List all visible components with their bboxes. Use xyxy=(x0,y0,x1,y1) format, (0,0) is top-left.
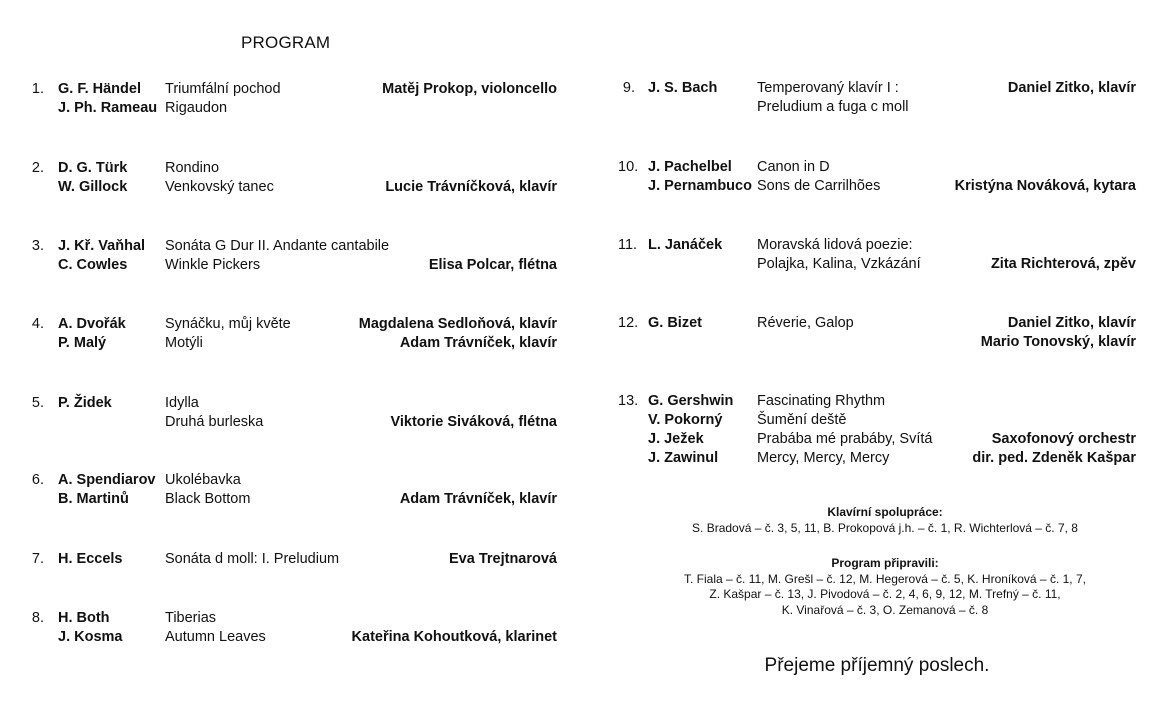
entry-row xyxy=(31,334,557,353)
composer-name: J. Kř. Vaňhal xyxy=(58,238,146,254)
piece-title: Rigaudon xyxy=(165,100,228,116)
entry-row xyxy=(618,430,1136,449)
entry-row xyxy=(31,159,557,178)
program-entry xyxy=(31,315,557,353)
piece-title: Motýli xyxy=(165,335,203,351)
entry-row xyxy=(31,550,557,569)
accompaniment-block xyxy=(620,505,1150,536)
piece-title: Idylla xyxy=(165,395,199,411)
piece-title: Fascinating Rhythm xyxy=(757,393,886,409)
program-entry xyxy=(31,394,557,432)
composer-name: C. Cowles xyxy=(58,257,128,273)
entry-number: 5. xyxy=(31,395,44,411)
composer-name: H. Eccels xyxy=(58,551,123,567)
accompaniment-line: S. Bradová – č. 3, 5, 11, B. Prokopová j.h. – č. 1, R. Wichterlová – č. 7, 8 xyxy=(692,520,1078,535)
composer-name: J. Pachelbel xyxy=(648,159,732,175)
piece-title: Moravská lidová poezie: xyxy=(757,237,913,253)
composer-name: A. Spendiarov xyxy=(58,472,156,488)
performer-name: dir. ped. Zdeněk Kašpar xyxy=(972,450,1136,466)
performer-name: Daniel Zitko, klavír xyxy=(1007,315,1136,331)
entry-row xyxy=(31,471,557,490)
piece-title: Šumění deště xyxy=(757,412,847,428)
program-entry xyxy=(618,236,1136,274)
performer-name: Kristýna Nováková, kytara xyxy=(954,178,1136,194)
performer-name: Adam Trávníček, klavír xyxy=(399,335,557,351)
entry-row xyxy=(31,315,557,334)
performer-name: Magdalena Sedloňová, klavír xyxy=(358,316,557,332)
entry-row xyxy=(618,314,1136,333)
program-entry xyxy=(31,471,557,509)
entry-row xyxy=(31,394,557,413)
composer-name: J. S. Bach xyxy=(648,80,718,96)
entry-row xyxy=(31,237,557,256)
composer-name: H. Both xyxy=(58,610,110,626)
performer-name: Eva Trejtnarová xyxy=(449,551,557,567)
program-entry xyxy=(618,314,1136,352)
entry-row xyxy=(31,490,557,509)
entry-row xyxy=(618,411,1136,430)
piece-title: Preludium a fuga c moll xyxy=(757,99,909,115)
performer-name: Zita Richterová, zpěv xyxy=(990,256,1136,272)
composer-name: J. Pernambuco xyxy=(648,178,752,194)
entry-number: 11. xyxy=(618,237,638,253)
piece-title: Polajka, Kalina, Vzkázání xyxy=(757,256,921,272)
composer-name: G. Gershwin xyxy=(648,393,734,409)
entry-row xyxy=(618,98,1136,117)
entry-row xyxy=(31,256,557,275)
piece-title: Autumn Leaves xyxy=(165,629,266,645)
piece-title: Mercy, Mercy, Mercy xyxy=(757,450,890,466)
performer-name: Daniel Zitko, klavír xyxy=(1007,80,1136,96)
composer-name: B. Martinů xyxy=(58,491,129,507)
entry-number: 4. xyxy=(31,316,44,332)
piece-title: Sonáta d moll: I. Preludium xyxy=(165,551,340,567)
composer-name: P. Židek xyxy=(58,395,112,411)
entry-row xyxy=(618,333,1136,352)
entry-number: 9. xyxy=(622,80,635,96)
piece-title: Sons de Carrilhões xyxy=(757,178,881,194)
composer-name: L. Janáček xyxy=(648,237,723,253)
performer-name: Lucie Trávníčková, klavír xyxy=(385,179,557,195)
entry-number: 12. xyxy=(618,315,639,331)
program-entry xyxy=(31,159,557,197)
program-entry xyxy=(618,158,1136,196)
program-entry xyxy=(31,609,557,647)
composer-name: J. Ježek xyxy=(648,431,704,447)
accompaniment-heading: Klavírní spolupráce: xyxy=(827,505,943,519)
program-entry xyxy=(618,79,1136,117)
performer-name: Elisa Polcar, flétna xyxy=(428,257,557,273)
entry-row xyxy=(618,158,1136,177)
program-entry xyxy=(31,550,557,569)
piece-title: Canon in D xyxy=(757,159,830,175)
entry-number: 8. xyxy=(31,610,44,626)
entry-number: 10. xyxy=(618,159,639,175)
composer-name: J. Ph. Rameau xyxy=(58,100,158,116)
composer-name: V. Pokorný xyxy=(648,412,723,428)
entry-number: 7. xyxy=(31,551,44,567)
composer-name: A. Dvořák xyxy=(58,316,126,332)
entry-row xyxy=(618,177,1136,196)
performer-name: Saxofonový orchestr xyxy=(991,431,1136,447)
piece-title: Tiberias xyxy=(165,610,217,626)
entry-number: 1. xyxy=(31,81,44,97)
composer-name: G. Bizet xyxy=(648,315,702,331)
entry-number: 2. xyxy=(31,160,44,176)
entry-row xyxy=(31,178,557,197)
prepared-by-line: T. Fiala – č. 11, M. Grešl – č. 12, M. Hegerová – č. 5, K. Hroníková – č. 1, 7, xyxy=(684,571,1086,586)
composer-name: J. Zawinul xyxy=(648,450,719,466)
program-entry xyxy=(31,80,557,118)
prepared-by-line: K. Vinařová – č. 3, O. Zemanová – č. 8 xyxy=(781,602,989,617)
performer-name: Mario Tonovský, klavír xyxy=(980,334,1136,350)
piece-title: Rondino xyxy=(165,160,220,176)
entry-number: 6. xyxy=(31,472,44,488)
entry-row xyxy=(618,236,1136,255)
entry-row xyxy=(618,255,1136,274)
entry-row xyxy=(31,628,557,647)
performer-name: Kateřina Kohoutková, klarinet xyxy=(351,629,557,645)
piece-title: Synáčku, můj květe xyxy=(165,316,291,332)
piece-title: Temperovaný klavír I : xyxy=(757,80,899,96)
composer-name: G. F. Händel xyxy=(58,81,141,97)
piece-title: Sonáta G Dur II. Andante cantabile xyxy=(165,238,390,254)
composer-name: W. Gillock xyxy=(58,179,128,195)
program-title: PROGRAM xyxy=(241,33,331,52)
performer-name: Matěj Prokop, violoncello xyxy=(382,81,557,97)
prepared-by-line: Z. Kašpar – č. 13, J. Pivodová – č. 2, 4, 6, 9, 12, M. Trefný – č. 11, xyxy=(709,587,1061,601)
performer-name: Viktorie Siváková, flétna xyxy=(390,414,557,430)
entry-row xyxy=(618,449,1136,468)
prepared-by-heading: Program připravili: xyxy=(831,556,939,570)
entry-row xyxy=(618,392,1136,411)
program-entry xyxy=(31,237,557,275)
composer-name: J. Kosma xyxy=(58,629,123,645)
piece-title: Ukolébavka xyxy=(165,472,241,488)
entry-row xyxy=(31,80,557,99)
entry-number: 13. xyxy=(618,393,639,409)
piece-title: Druhá burleska xyxy=(165,414,264,430)
entry-row xyxy=(31,99,557,118)
piece-title: Black Bottom xyxy=(165,491,251,507)
performer-name: Adam Trávníček, klavír xyxy=(399,491,557,507)
entry-row xyxy=(31,609,557,628)
entry-number: 3. xyxy=(31,238,44,254)
piece-title: Prabába mé prabáby, Svítá xyxy=(757,431,933,447)
entry-row xyxy=(31,413,557,432)
closing-text: Přejeme příjemný poslech. xyxy=(764,655,990,676)
prepared-by-block xyxy=(620,556,1150,618)
entry-row xyxy=(618,79,1136,98)
piece-title: Winkle Pickers xyxy=(165,257,261,273)
piece-title: Réverie, Galop xyxy=(757,315,854,331)
piece-title: Venkovský tanec xyxy=(165,179,274,195)
composer-name: D. G. Türk xyxy=(58,160,128,176)
piece-title: Triumfální pochod xyxy=(165,81,281,97)
program-entry xyxy=(618,392,1136,468)
composer-name: P. Malý xyxy=(58,335,107,351)
